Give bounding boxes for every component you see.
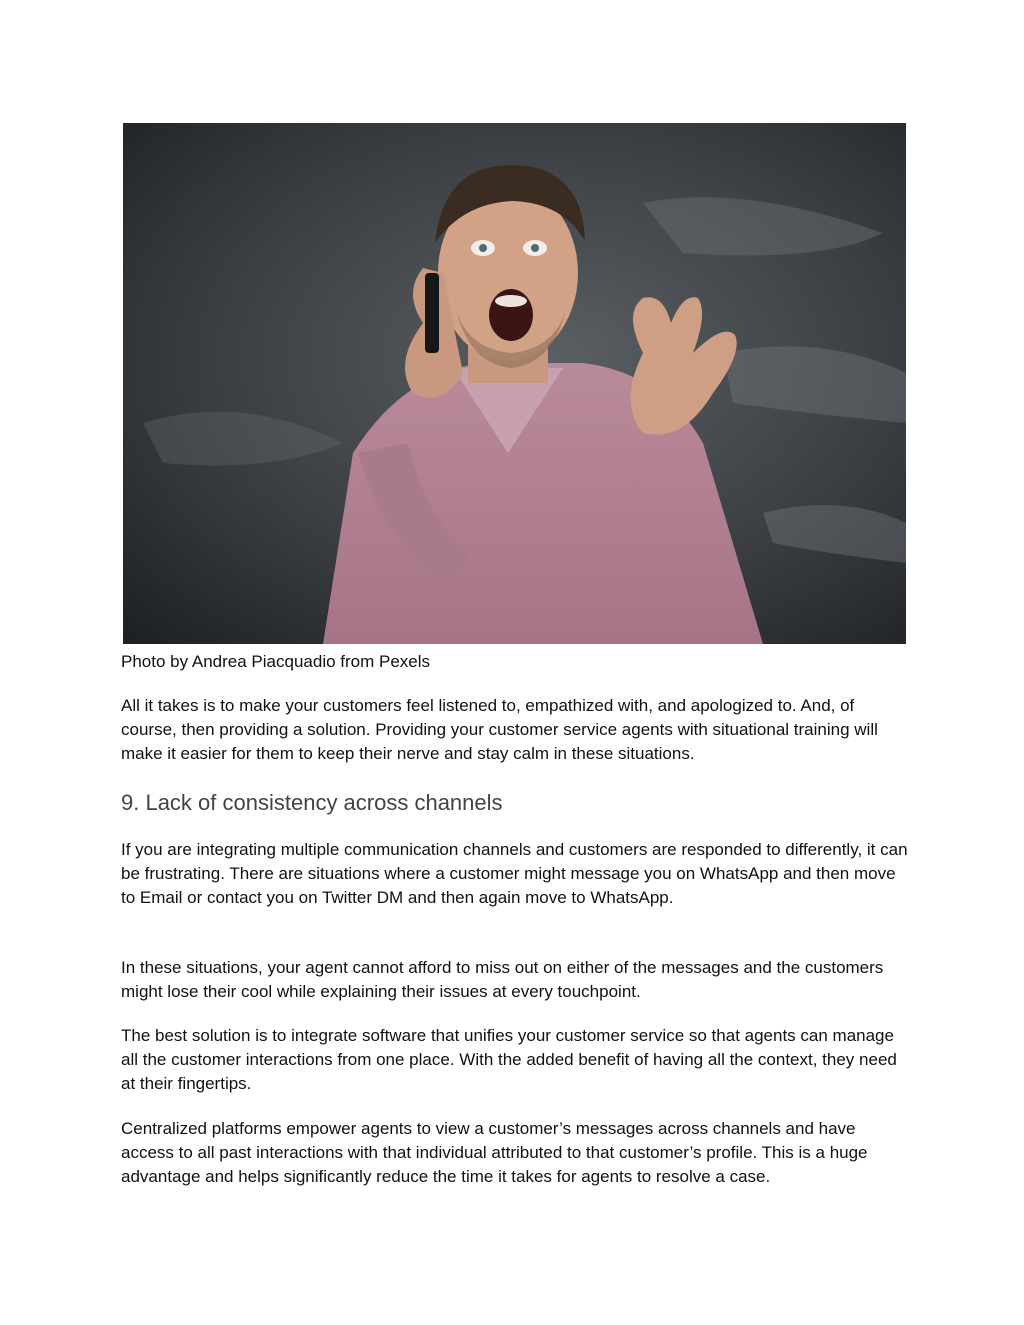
section-heading: 9. Lack of consistency across channels: [121, 790, 503, 815]
photo-angry-man-on-phone: [123, 123, 906, 644]
paragraph-channels: If you are integrating multiple communication channels and customers are responded to differently, it can be frustrating. There are situations where a customer might message you on WhatsApp and then move to Email or contact you on Twitter DM and then again move to WhatsApp.: [121, 840, 908, 907]
paragraph-situations: In these situations, your agent cannot afford to miss out on either of the messages and the customers might lose their cool while explaining their issues at every touchpoint.: [121, 958, 884, 1001]
paragraph-centralized: Centralized platforms empower agents to view a customer’s messages across channels and have access to all past interactions with that individual attributed to that customer’s profile. This is a huge advantage and helps significantly reduce the time it takes for agents to resolve a case.: [121, 1119, 868, 1186]
photo-caption: Photo by Andrea Piacquadio from Pexels: [121, 652, 431, 671]
paragraph-solution: The best solution is to integrate software that unifies your customer service so that agents can manage all the customer interactions from one place. With the added benefit of having all the context, they need at their fingertips.: [121, 1026, 897, 1093]
photo-illustration: [123, 123, 906, 644]
paragraph-empathy: All it takes is to make your customers feel listened to, empathized with, and apologized to. And, of course, then providing a solution. Providing your customer service agents with situational training will make it easier for them to keep their nerve and stay calm in these situations.: [121, 696, 878, 763]
